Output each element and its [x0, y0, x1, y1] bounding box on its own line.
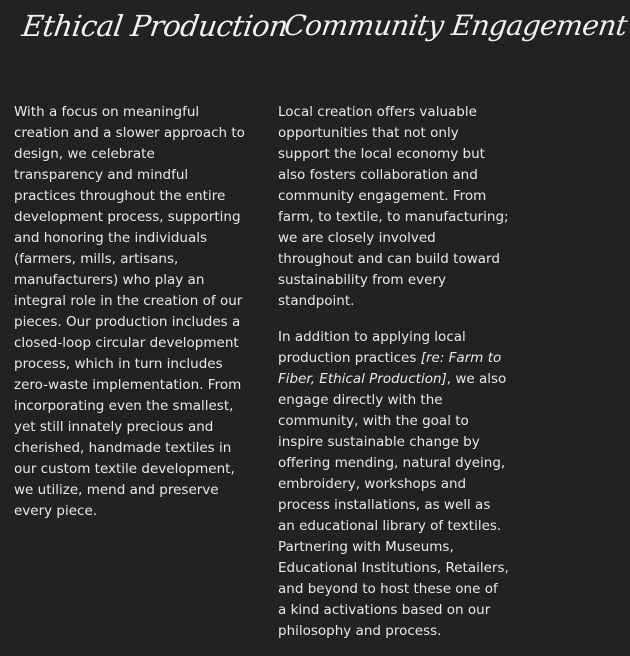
- text-segment: , we also engage directly with the community, with the goal to inspire sustainable change by offering mending, natural dyeing, embroidery, workshops and process installations, as well as an educational library of textiles. Partnering with Museums, Educational Institutions, Retailers, and beyond to host these one of a kind activations based on our philosophy and process.: [278, 371, 509, 639]
- community-engagement-heading: Community Engagement: [282, 9, 630, 42]
- ethical-production-text: With a focus on meaningful creation and a slower approach to design, we celebrate transparency and mindful practices throughout the entire development process, supporting and honoring the individuals (farmers, mills, artisans, manufacturers) who play an integral role in the creation of our pieces. Our production includes a closed-loop circular development process, which in turn includes zero-waste implementation. From incorporating even the smallest, yet still innately precious and cherished, handmade textiles in our custom textile development, we utilize, mend and preserve every piece.: [14, 104, 245, 519]
- community-engagement-text: Local creation offers valuable opportunities that not only support the local economy but also fosters collaboration and community engagement. From farm, to textile, to manufacturing; we are closely involved throughout and can build toward sustainability from every standpoint.: [278, 104, 509, 309]
- text-segment: In addition to applying local production practices: [278, 329, 466, 366]
- community-engagement-column: [278, 0, 630, 642]
- ethical-production-column: [14, 0, 290, 522]
- italic-reference: [re: Farm to Fiber, Ethical Production]: [278, 350, 502, 387]
- community-engagement-text-2: [278, 327, 510, 642]
- ethical-production-heading: Ethical Production: [19, 9, 290, 43]
